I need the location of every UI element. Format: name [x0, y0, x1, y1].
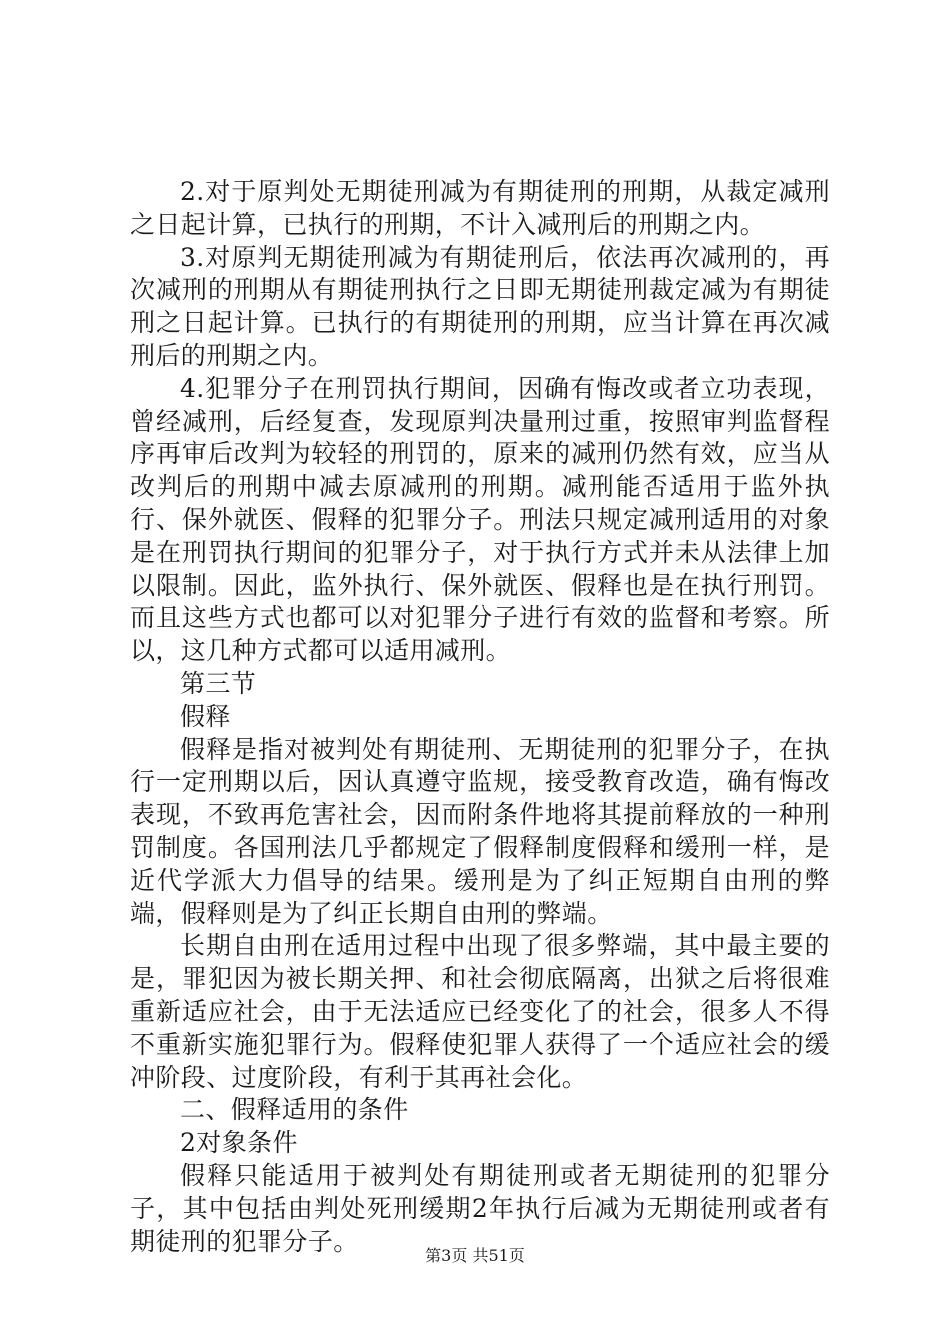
paragraph-reduction-4: 4.犯罪分子在刑罚执行期间，因确有悔改或者立功表现，曾经减刑，后经复查，发现原判决量刑过重，按照审判监督程序再审后改判为较轻的刑罚的，原来的减刑仍然有效，应当从改判后的刑期中减去原减刑的刑期。减刑能否适用于监外执行、保外就医、假释的犯罪分子。刑法只规定减刑适用的对象是在刑罚执行期间的犯罪分子，对于执行方式并未从法律上加以限制。因此，监外执行、保外就医、假释也是在执行刑罚。而且这些方式也都可以对犯罪分子进行有效的监督和考察。所以，这几种方式都可以适用减刑。 [130, 373, 830, 666]
section-heading: 第三节 [180, 668, 257, 698]
section-title: 假释 [180, 701, 231, 731]
page-footer: 第3页 共51页 [425, 1246, 525, 1265]
paragraph-long-term-sentence: 长期自由刑在适用过程中出现了很多弊端，其中最主要的是，罪犯因为被长期关押、和社会彻底隔离，出狱之后将很难重新适应社会，由于无法适应已经变化了的社会，很多人不得不重新实施犯罪行为。假释使犯罪人获得了一个适应社会的缓冲阶段、过度阶段，有利于其再社会化。 [130, 931, 830, 1092]
paragraph-reduction-3: 3.对原判无期徒刑减为有期徒刑后，依法再次减刑的，再次减刑的刑期从有期徒刑执行之日即无期徒刑裁定减为有期徒刑之日起计算。已执行的有期徒刑的刑期，应当计算在再次减刑后的刑期之内。 [130, 242, 830, 370]
subheading-object-condition: 2对象条件 [180, 1128, 298, 1158]
paragraph-reduction-2: 2.对于原判处无期徒刑减为有期徒刑的刑期，从裁定减刑之日起计算，已执行的刑期，不计入减刑后的刑期之内。 [130, 177, 830, 239]
paragraph-parole-definition: 假释是指对被判处有期徒刑、无期徒刑的犯罪分子，在执行一定刑期以后，因认真遵守监规，接受教育改造，确有悔改表现，不致再危害社会，因而附条件地将其提前释放的一种刑罚制度。各国刑法几乎都规定了假释制度假释和缓刑一样，是近代学派大力倡导的结果。缓刑是为了纠正短期自由刑的弊端，假释则是为了纠正长期自由刑的弊端。 [130, 734, 830, 928]
subheading-parole-conditions: 二、假释适用的条件 [180, 1095, 409, 1125]
paragraph-parole-scope: 假释只能适用于被判处有期徒刑或者无期徒刑的犯罪分子，其中包括由判处死刑缓期2年执行后减为无期徒刑或者有期徒刑的犯罪分子。 [130, 1160, 830, 1256]
document-body [130, 176, 830, 1258]
